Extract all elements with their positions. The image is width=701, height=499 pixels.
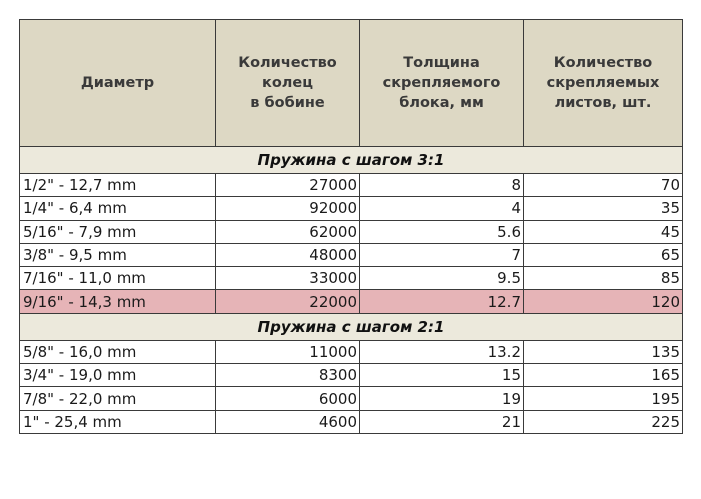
table-row — [20, 387, 683, 410]
cell-diameter: 7/8" - 22,0 mm — [20, 387, 216, 410]
cell-rings: 27000 — [216, 174, 360, 197]
header-block-thickness: Толщина скрепляемого блока, мм — [360, 20, 524, 147]
cell-sheets: 120 — [524, 290, 683, 313]
cell-diameter: 9/16" - 14,3 mm — [20, 290, 216, 313]
cell-sheets: 135 — [524, 340, 683, 363]
cell-diameter: 3/4" - 19,0 mm — [20, 364, 216, 387]
cell-sheets: 45 — [524, 220, 683, 243]
cell-diameter: 1" - 25,4 mm — [20, 410, 216, 433]
cell-thickness: 21 — [360, 410, 524, 433]
section-title: Пружина с шагом 2:1 — [20, 313, 683, 340]
cell-rings: 11000 — [216, 340, 360, 363]
table-row — [20, 174, 683, 197]
cell-sheets: 225 — [524, 410, 683, 433]
cell-sheets: 35 — [524, 197, 683, 220]
table-row-highlighted — [20, 290, 683, 313]
cell-rings: 22000 — [216, 290, 360, 313]
section-title: Пружина с шагом 3:1 — [20, 147, 683, 174]
table-row — [20, 197, 683, 220]
spring-spec-table — [19, 19, 683, 434]
cell-rings: 92000 — [216, 197, 360, 220]
cell-rings: 6000 — [216, 387, 360, 410]
cell-thickness: 19 — [360, 387, 524, 410]
cell-rings: 62000 — [216, 220, 360, 243]
cell-thickness: 7 — [360, 243, 524, 266]
header-sheet-count: Количество скрепляемых листов, шт. — [524, 20, 683, 147]
section-row — [20, 313, 683, 340]
cell-sheets: 65 — [524, 243, 683, 266]
cell-thickness: 5.6 — [360, 220, 524, 243]
cell-thickness: 4 — [360, 197, 524, 220]
cell-diameter: 3/8" - 9,5 mm — [20, 243, 216, 266]
cell-sheets: 195 — [524, 387, 683, 410]
cell-diameter: 7/16" - 11,0 mm — [20, 267, 216, 290]
cell-diameter: 5/8" - 16,0 mm — [20, 340, 216, 363]
table-row — [20, 267, 683, 290]
cell-thickness: 12.7 — [360, 290, 524, 313]
header-diameter: Диаметр — [20, 20, 216, 147]
cell-diameter: 5/16" - 7,9 mm — [20, 220, 216, 243]
cell-rings: 33000 — [216, 267, 360, 290]
cell-diameter: 1/2" - 12,7 mm — [20, 174, 216, 197]
cell-rings: 4600 — [216, 410, 360, 433]
header-rings-per-spool: Количество колец в бобине — [216, 20, 360, 147]
header-row — [20, 20, 683, 147]
cell-rings: 48000 — [216, 243, 360, 266]
cell-diameter: 1/4" - 6,4 mm — [20, 197, 216, 220]
table-row — [20, 364, 683, 387]
table-row — [20, 340, 683, 363]
cell-rings: 8300 — [216, 364, 360, 387]
cell-sheets: 85 — [524, 267, 683, 290]
cell-thickness: 9.5 — [360, 267, 524, 290]
cell-thickness: 8 — [360, 174, 524, 197]
cell-thickness: 15 — [360, 364, 524, 387]
cell-thickness: 13.2 — [360, 340, 524, 363]
cell-sheets: 165 — [524, 364, 683, 387]
table-row — [20, 410, 683, 433]
table-row — [20, 243, 683, 266]
cell-sheets: 70 — [524, 174, 683, 197]
table-row — [20, 220, 683, 243]
section-row — [20, 147, 683, 174]
